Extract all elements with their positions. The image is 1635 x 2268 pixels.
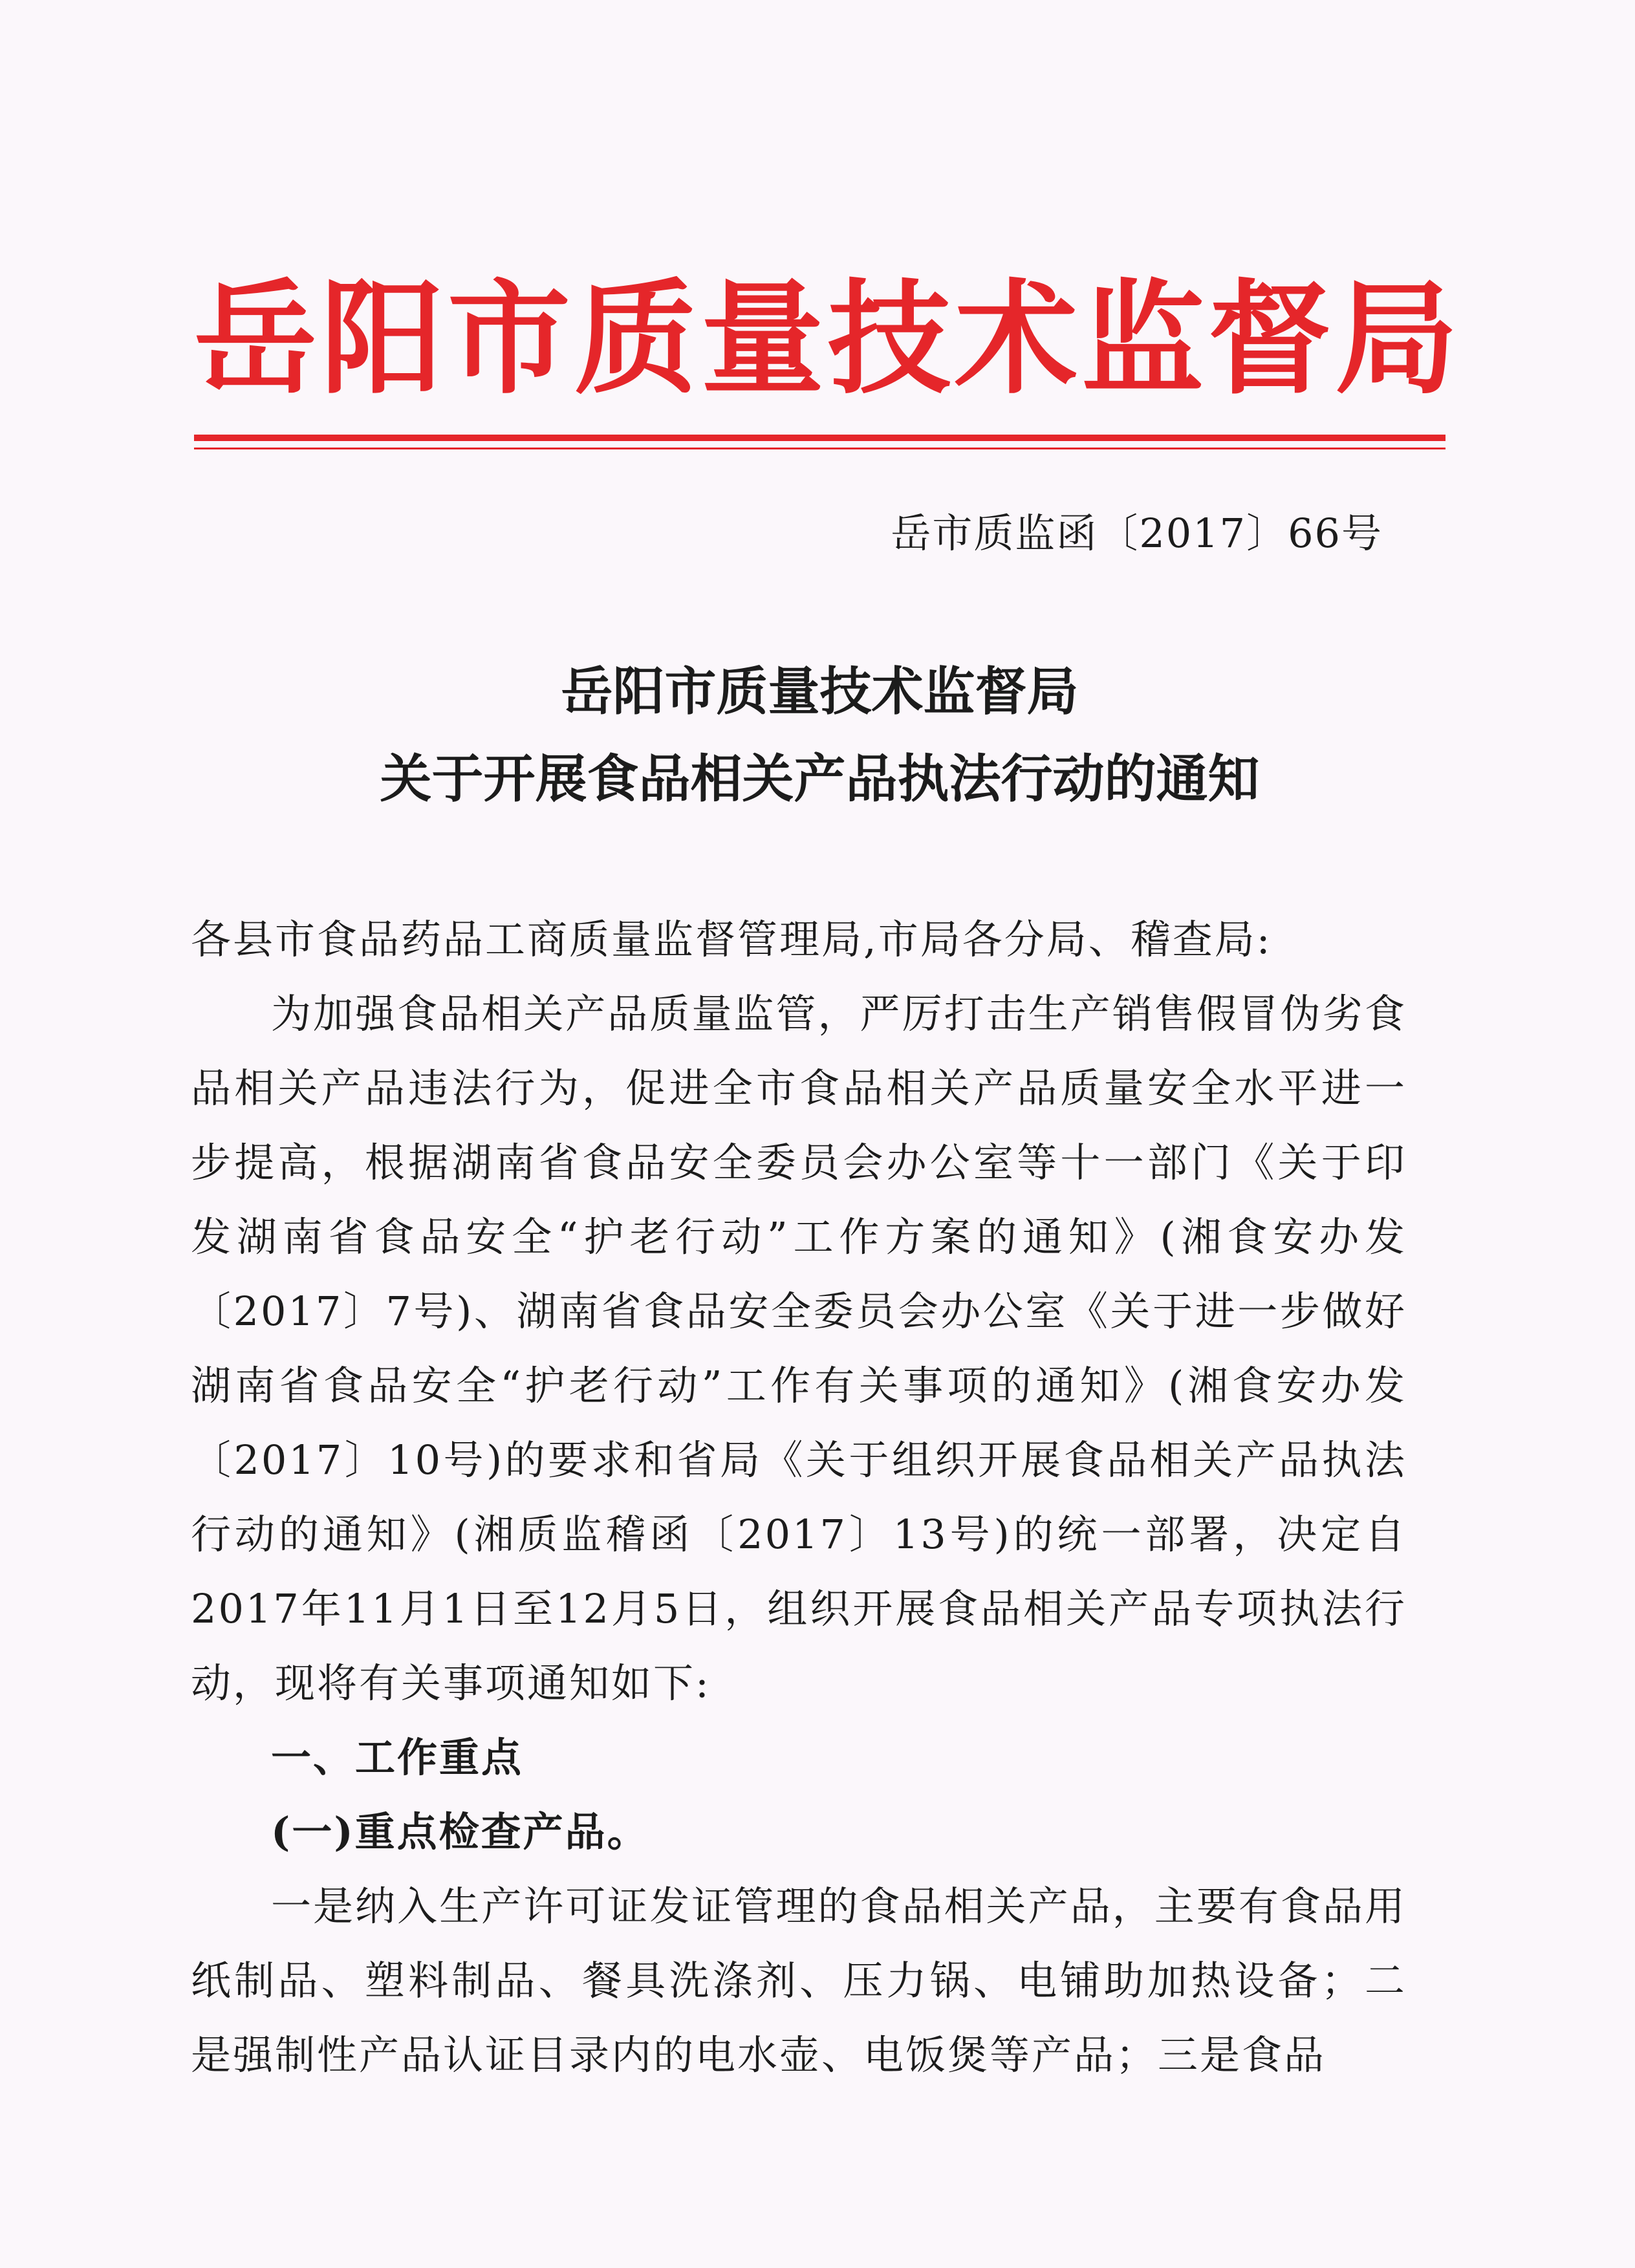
- masthead-rule-thin: [194, 448, 1446, 449]
- document-title-line1: 岳阳市质量技术监督局: [561, 662, 1079, 722]
- intro-paragraph: 为加强食品相关产品质量监管，严厉打击生产销售假冒伪劣食品相关产品违法行为，促进全市食品相关产品质量安全水平进一步提高，根据湖南省食品安全委员会办公室等十一部门《关于印发湖南省食品安全“护老行动”工作方案的通知》(湘食安办发〔2017〕7号)、湖南省食品安全委员会办公室《关于进一步做好湖南省食品安全“护老行动”工作有关事项的通知》(湘食安办发〔2017〕10号)的要求和省局《关于组织开展食品相关产品执法行动的通知》(湘质监稽函〔2017〕13号)的统一部署，决定自2017年11月1日至12月5日，组织开展食品相关产品专项执法行动，现将有关事项通知如下:: [191, 990, 1407, 1707]
- document-number: 岳市质监函〔2017〕66号: [891, 510, 1383, 557]
- document-title-line2: 关于开展食品相关产品执法行动的通知: [380, 749, 1260, 809]
- salutation: 各县市食品药品工商质量监督管理局,市局各分局、稽查局:: [191, 916, 1272, 963]
- document-body: [191, 902, 1407, 2092]
- masthead-title: 岳阳市质量技术监督局: [194, 268, 1462, 411]
- section-heading: 一、工作重点: [271, 1734, 524, 1781]
- products-paragraph: 一是纳入生产许可证发证管理的食品相关产品，主要有食品用纸制品、塑料制品、餐具洗涤剂、压力锅、电铺助加热设备；二是强制性产品认证目录内的电水壶、电饭煲等产品；三是食品: [191, 1883, 1407, 2079]
- subsection-heading: (一)重点检查产品。: [271, 1808, 649, 1855]
- masthead-rule-thick: [194, 435, 1446, 441]
